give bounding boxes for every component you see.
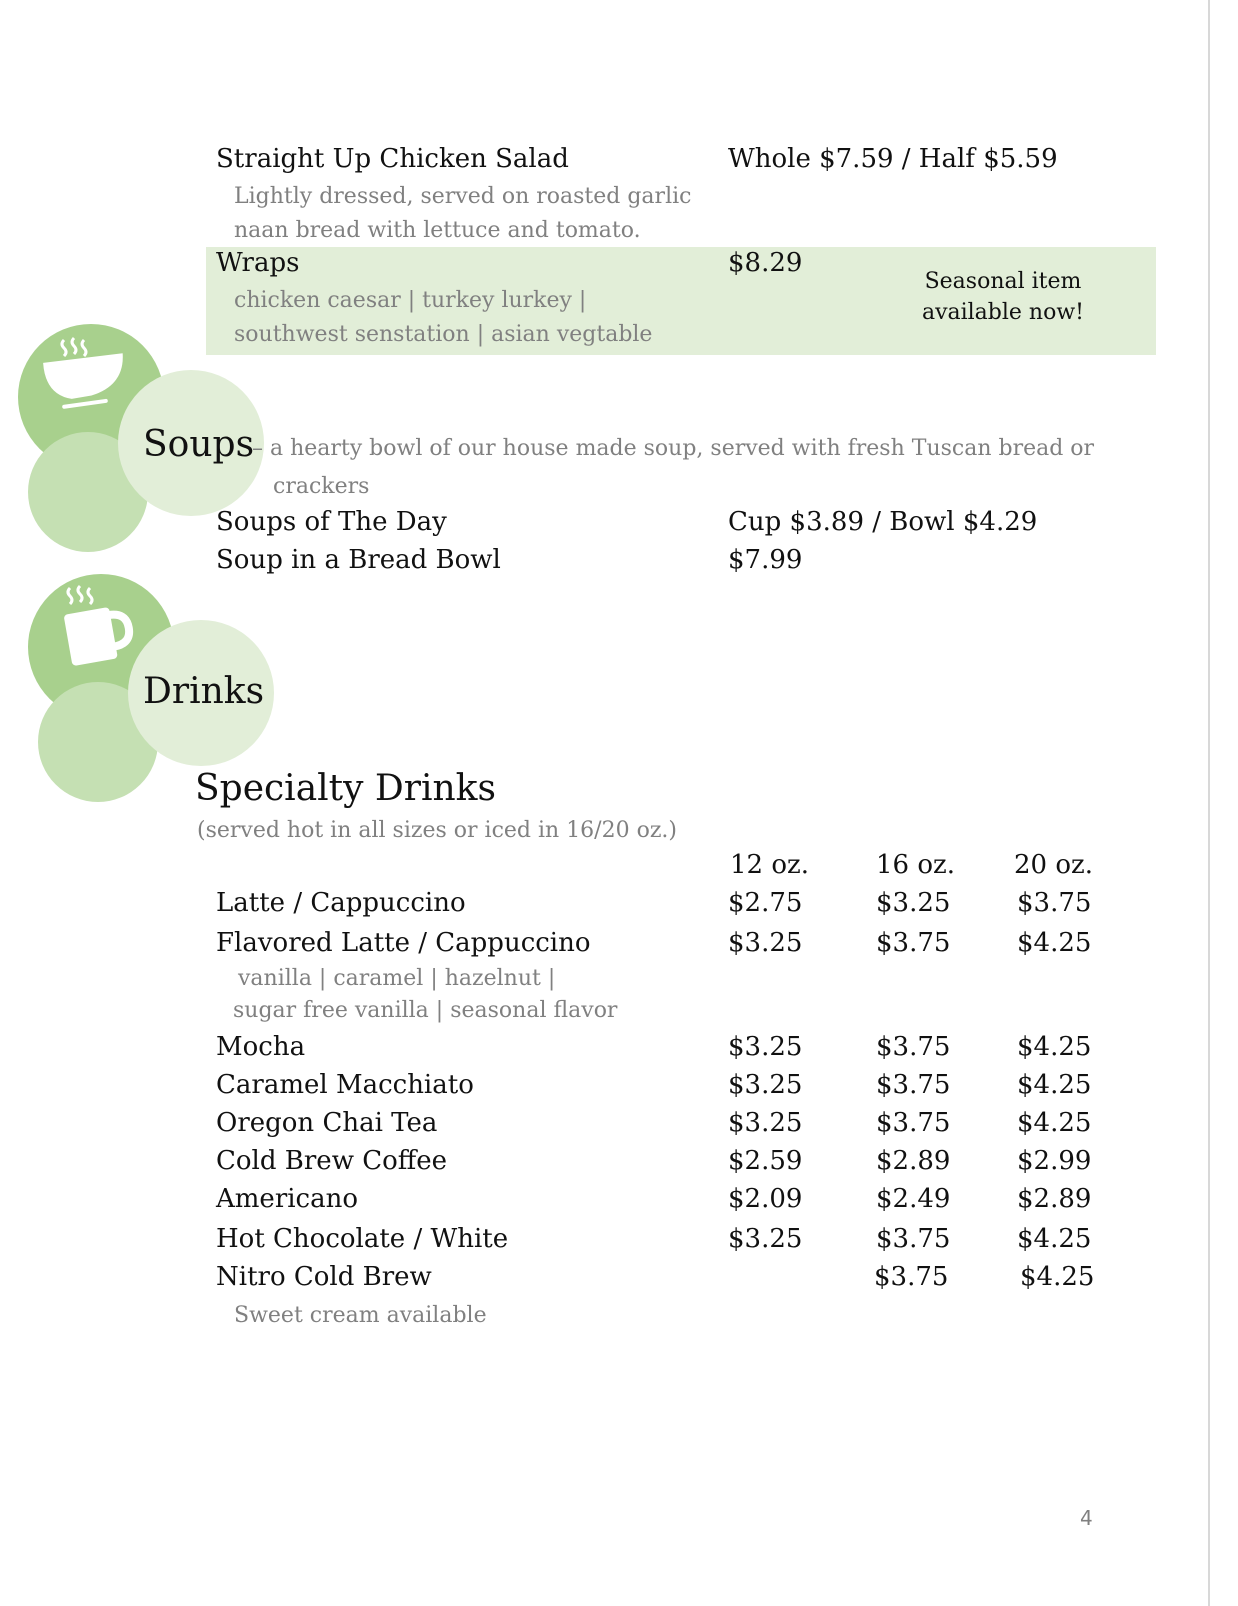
drink-price-12: $3.25 bbox=[728, 1032, 803, 1062]
seasonal-note bbox=[908, 266, 1098, 328]
drink-price-20: $2.99 bbox=[1017, 1146, 1092, 1176]
drink-price-20: $3.75 bbox=[1017, 888, 1092, 918]
size-header-20: 20 oz. bbox=[1014, 850, 1093, 880]
drink-price-12: $2.09 bbox=[728, 1184, 803, 1214]
drink-name: Flavored Latte / Cappuccino bbox=[216, 928, 591, 958]
wraps-price: $8.29 bbox=[728, 248, 803, 278]
drink-price-16: $3.75 bbox=[874, 1262, 949, 1292]
drink-price-20: $4.25 bbox=[1017, 1224, 1092, 1254]
specialty-drinks-note: (served hot in all sizes or iced in 16/20 oz.) bbox=[197, 818, 677, 843]
drink-name: Latte / Cappuccino bbox=[216, 888, 466, 918]
drink-price-20: $2.89 bbox=[1017, 1184, 1092, 1214]
drink-price-16: $3.25 bbox=[876, 888, 951, 918]
drink-price-20: $4.25 bbox=[1017, 928, 1092, 958]
soup-item-name: Soups of The Day bbox=[216, 507, 447, 537]
drink-price-20: $4.25 bbox=[1020, 1262, 1095, 1292]
drink-name: Hot Chocolate / White bbox=[216, 1224, 509, 1254]
drink-price-20: $4.25 bbox=[1017, 1032, 1092, 1062]
page-number: 4 bbox=[1080, 1506, 1093, 1530]
soup-bowl-icon bbox=[36, 334, 132, 414]
salad-price: Whole $7.59 / Half $5.59 bbox=[728, 144, 1058, 174]
drink-name: Caramel Macchiato bbox=[216, 1070, 474, 1100]
drink-price-16: $3.75 bbox=[876, 1070, 951, 1100]
soups-title: Soups bbox=[143, 424, 255, 465]
soup-item-price: $7.99 bbox=[728, 545, 803, 575]
drink-price-16: $2.89 bbox=[876, 1146, 951, 1176]
specialty-drinks-title: Specialty Drinks bbox=[195, 768, 496, 809]
drink-price-16: $3.75 bbox=[876, 1108, 951, 1138]
drink-price-20: $4.25 bbox=[1017, 1070, 1092, 1100]
drink-name: Americano bbox=[216, 1184, 359, 1214]
drink-price-16: $3.75 bbox=[876, 928, 951, 958]
drink-name: Nitro Cold Brew bbox=[216, 1262, 432, 1292]
drink-price-12: $3.25 bbox=[728, 928, 803, 958]
salad-desc-line2: naan bread with lettuce and tomato. bbox=[234, 218, 641, 243]
flavors-line2: sugar free vanilla | seasonal flavor bbox=[233, 998, 618, 1023]
drink-price-12: $2.59 bbox=[728, 1146, 803, 1176]
soup-item-name: Soup in a Bread Bowl bbox=[216, 545, 501, 575]
wraps-desc-line1: chicken caesar | turkey lurkey | bbox=[234, 288, 587, 313]
soups-tagline-line2: crackers bbox=[273, 474, 370, 499]
drink-name: Cold Brew Coffee bbox=[216, 1146, 448, 1176]
flavors-line1: vanilla | caramel | hazelnut | bbox=[238, 966, 556, 991]
page-edge bbox=[1208, 0, 1238, 1606]
drink-price-20: $4.25 bbox=[1017, 1108, 1092, 1138]
drink-price-12: $3.25 bbox=[728, 1108, 803, 1138]
wraps-desc-line2: southwest senstation | asian vegtable bbox=[234, 322, 653, 347]
drink-name: Mocha bbox=[216, 1032, 306, 1062]
salad-desc-line1: Lightly dressed, served on roasted garlic bbox=[234, 184, 692, 209]
drinks-title: Drinks bbox=[143, 671, 265, 712]
soups-tagline-line1: – a hearty bowl of our house made soup, served with fresh Tuscan bread or bbox=[252, 436, 1095, 461]
drink-name: Oregon Chai Tea bbox=[216, 1108, 438, 1138]
drink-price-16: $3.75 bbox=[876, 1032, 951, 1062]
drink-price-16: $2.49 bbox=[876, 1184, 951, 1214]
nitro-note: Sweet cream available bbox=[234, 1303, 487, 1328]
drink-price-16: $3.75 bbox=[876, 1224, 951, 1254]
seasonal-note-line1: Seasonal item bbox=[924, 269, 1082, 294]
size-header-16: 16 oz. bbox=[876, 850, 955, 880]
drink-price-12: $3.25 bbox=[728, 1224, 803, 1254]
seasonal-note-line2: available now! bbox=[921, 300, 1085, 325]
size-header-12: 12 oz. bbox=[730, 850, 809, 880]
wraps-name: Wraps bbox=[216, 248, 300, 278]
salad-name: Straight Up Chicken Salad bbox=[216, 144, 569, 174]
coffee-mug-icon bbox=[60, 582, 140, 672]
drink-price-12: $2.75 bbox=[728, 888, 803, 918]
drink-price-12: $3.25 bbox=[728, 1070, 803, 1100]
soup-item-price: Cup $3.89 / Bowl $4.29 bbox=[728, 507, 1038, 537]
